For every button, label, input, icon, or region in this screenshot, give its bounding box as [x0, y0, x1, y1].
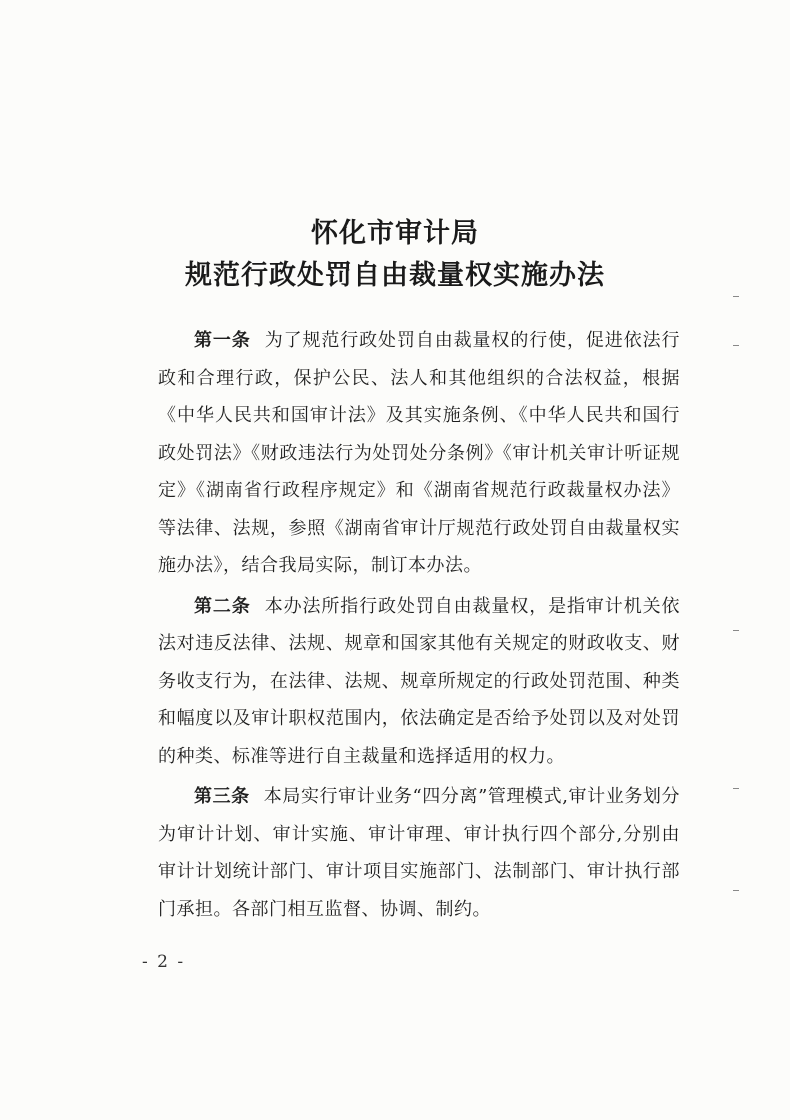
document-title: [0, 213, 790, 297]
article-2-number: 第二条: [194, 595, 251, 617]
article-3-number: 第三条: [194, 786, 250, 807]
article-2: [158, 588, 680, 776]
scan-speck: [733, 630, 739, 631]
page-number: - 2 -: [142, 952, 186, 972]
title-line-subject: 规范行政处罚自由裁量权实施办法: [185, 260, 605, 291]
scan-speck: [733, 890, 739, 891]
article-3: [158, 778, 680, 928]
scan-speck: [733, 345, 739, 346]
article-1-text: 为了规范行政处罚自由裁量权的行使，促进依法行政和合理行政，保护公民、法人和其他组织的合法权益，根据《中华人民共和国审计法》及其实施条例、《中华人民共和国行政处罚法》《财政违法行为处罚处分条例》《审计机关审计听证规定》《湖南省行政程序规定》和《湖南省规范行政裁量权办法》等法律、法规，参照《湖南省审计厅规范行政处罚自由裁量权实施办法》，结合我局实际，制订本办法。: [158, 330, 680, 576]
scan-speck: [733, 296, 739, 297]
scan-speck: [733, 788, 739, 789]
article-1-number: 第一条: [194, 330, 251, 351]
article-1: [158, 322, 680, 585]
article-2-text: 本办法所指行政处罚自由裁量权，是指审计机关依法对违反法律、法规、规章和国家其他有关规定的财政收支、财务收支行为，在法律、法规、规章所规定的行政处罚范围、种类和幅度以及审计职权范围内，依法确定是否给予处罚以及对处罚的种类、标准等进行自主裁量和选择适用的权力。: [158, 595, 680, 767]
title-line-organization: 怀化市审计局: [311, 218, 479, 249]
article-3-text: 本局实行审计业务“四分离”管理模式,审计业务划分为审计计划、审计实施、审计审理、审计执行四个部分,分别由审计计划统计部门、审计项目实施部门、法制部门、审计执行部门承担。各部门相互监督、协调、制约。: [158, 786, 681, 920]
document-body: [158, 322, 680, 931]
